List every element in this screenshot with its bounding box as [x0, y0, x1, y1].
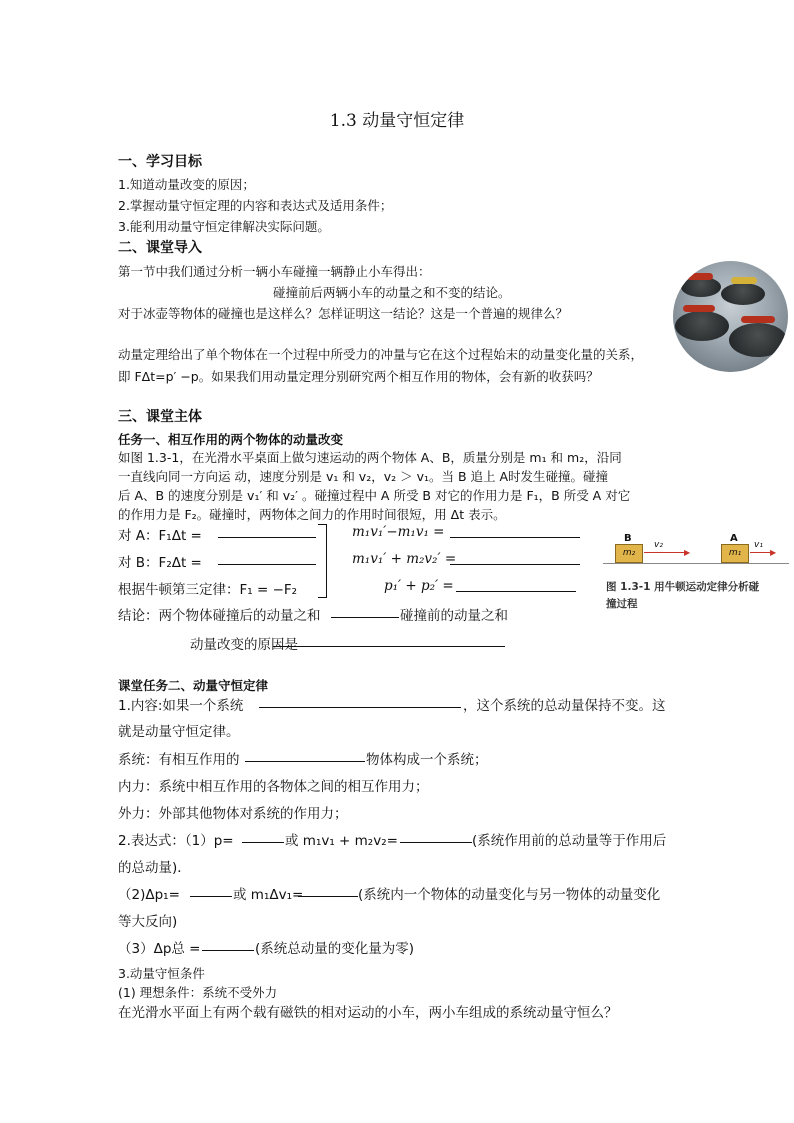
label-v1: v₁: [754, 540, 763, 550]
eq-r3-label: p₁′ + p₂′ =: [384, 578, 454, 594]
section-heading-goals: 一、学习目标: [118, 154, 202, 170]
task-1-para-1: 如图 1.3-1，在光滑水平桌面上做匀速运动的两个物体 A、B，质量分别是 m₁ 和 m₂，沿同: [118, 450, 622, 465]
expr-2-blank-1[interactable]: [190, 882, 232, 897]
task-1-para-3: 后 A、B 的速度分别是 v₁′ 和 v₂′ 。碰撞过程中 A 所受 B 对它的作用力是 F₁，B 所受 A 对它: [118, 488, 631, 503]
conclusion-1-part-b: 碰撞前的动量之和: [400, 608, 508, 624]
task-2-heading: 课堂任务二、动量守恒定律: [118, 678, 269, 693]
task-1-para-2: 一直线向同一方向运 动，速度分别是 v₁ 和 v₂，v₂ ＞ v₁。当 B 追上 A时发生碰撞。碰撞: [118, 469, 609, 484]
eq-r2-blank[interactable]: [450, 550, 580, 565]
conclusion-1-part-a: 结论：两个物体碰撞后的动量之和: [118, 608, 321, 624]
equation-brace: [318, 524, 327, 598]
section-heading-main: 三、课堂主体: [118, 409, 202, 425]
expr-2-part-b: 或 m₁Δv₁=: [233, 887, 304, 903]
expr-2-part-d: 等大反向): [118, 914, 178, 930]
expr-1-part-c: (系统作用前的总动量等于作用后: [472, 833, 667, 849]
arrow-v2-head-icon: ▶: [684, 548, 691, 557]
eq-r1-label: m₁v₁′−m₁v₁ =: [352, 524, 445, 540]
task-1-para-4: 的作用力是 F₂。碰撞时，两物体之间力的作用时间很短，用 Δt 表示。: [118, 507, 506, 522]
system-def-a: 系统：有相互作用的: [118, 752, 240, 768]
eq-b-blank[interactable]: [218, 550, 316, 565]
condition-ideal: (1) 理想条件：系统不受外力: [118, 985, 278, 1000]
figure-label-a: A: [730, 533, 738, 544]
internal-force-def: 内力：系统中相互作用的各物体之间的相互作用力；: [118, 779, 429, 795]
intro-line-3: 对于冰壶等物体的碰撞也是这样么？怎样证明这一结论？这是一个普遍的规律么？: [118, 306, 569, 321]
arrow-v2-line: [644, 552, 688, 553]
expr-2-part-c: (系统内一个物体的动量变化与另一物体的动量变化: [358, 887, 661, 903]
section-heading-intro: 二、课堂导入: [118, 240, 202, 256]
task-1-heading: 任务一、相互作用的两个物体的动量改变: [118, 432, 344, 447]
table-surface-line: [603, 563, 789, 564]
conclusion-2-label: 动量改变的原因是: [190, 637, 298, 653]
eq-r2-label: m₁v₁′ + m₂v₂′ =: [352, 551, 457, 567]
goal-item-3: 3.能利用动量守恒定律解决实际问题。: [118, 219, 330, 234]
expr-1-blank-1[interactable]: [242, 828, 284, 843]
expr-1-part-b: 或 m₁v₁ + m₂v₂=: [285, 833, 398, 849]
content-blank[interactable]: [259, 693, 461, 708]
content-line-a: 1.内容:如果一个系统: [118, 698, 244, 714]
content-line-b: ，这个系统的总动量保持不变。这: [463, 698, 666, 714]
intro-line-5: 即 FΔt=p′ −p。如果我们用动量定理分别研究两个相互作用的物体，会有新的收获吗？: [118, 369, 599, 384]
intro-line-2: 碰撞前后两辆小车的动量之和不变的结论。: [273, 285, 511, 300]
arrow-v1-head-icon: ▶: [770, 548, 777, 557]
eq-a-label: 对 A：F₁Δt =: [118, 528, 202, 544]
external-force-def: 外力：外部其他物体对系统的作用力；: [118, 806, 348, 822]
label-v2: v₂: [654, 540, 663, 550]
condition-question: 在光滑水平面上有两个载有磁铁的相对运动的小车，两小车组成的系统动量守恒么？: [118, 1005, 618, 1021]
expr-2-part-a: （2)Δp₁=: [118, 887, 180, 903]
expr-2-blank-2[interactable]: [298, 882, 358, 897]
conclusion-2-blank[interactable]: [273, 632, 505, 647]
expr-1-part-a: 2.表达式：（1）p=: [118, 833, 234, 849]
conclusion-1-blank[interactable]: [331, 603, 399, 618]
expr-3-part-a: （3）Δp总 =: [118, 941, 201, 957]
figure-label-b: B: [624, 533, 632, 544]
eq-newton-third-law: 根据牛顿第三定律：F₁ = −F₂: [118, 582, 298, 598]
page-title: 1.3 动量守恒定律: [329, 111, 465, 131]
figure-caption-line-2: 撞过程: [606, 598, 638, 610]
condition-heading: 3.动量守恒条件: [118, 966, 205, 981]
eq-r3-blank[interactable]: [456, 577, 576, 592]
expr-3-blank[interactable]: [202, 936, 254, 951]
eq-b-label: 对 B：F₂Δt =: [118, 555, 202, 571]
expr-1-part-d: 的总动量)．: [118, 860, 191, 876]
goal-item-2: 2.掌握动量守恒定理的内容和表达式及适用条件；: [118, 198, 393, 213]
system-blank[interactable]: [245, 747, 365, 762]
intro-line-1: 第一节中我们通过分析一辆小车碰撞一辆静止小车得出：: [118, 264, 431, 279]
block-a: m₁: [721, 544, 749, 563]
eq-a-blank[interactable]: [218, 523, 316, 538]
curling-stones-image: [673, 261, 788, 372]
eq-r1-blank[interactable]: [450, 523, 580, 538]
intro-line-4: 动量定理给出了单个物体在一个过程中所受力的冲量与它在这个过程始末的动量变化量的关系，: [118, 347, 644, 362]
block-b: m₂: [615, 544, 643, 563]
expr-3-part-b: (系统总动量的变化量为零): [255, 941, 415, 957]
content-line-c: 就是动量守恒定律。: [118, 724, 240, 740]
expr-1-blank-2[interactable]: [400, 828, 472, 843]
goal-item-1: 1.知道动量改变的原因；: [118, 177, 255, 192]
system-def-b: 物体构成一个系统；: [366, 752, 488, 768]
figure-caption-line-1: 图 1.3-1 用牛顿运动定律分析碰: [606, 581, 760, 593]
